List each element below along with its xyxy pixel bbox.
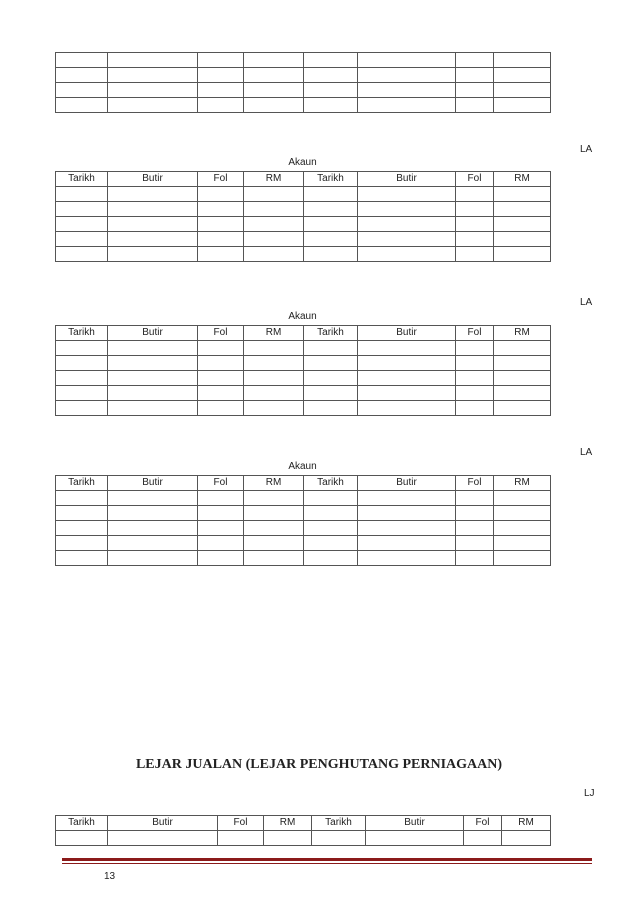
header-fol: Fol [198, 476, 244, 491]
header-butir: Butir [108, 326, 198, 341]
header-row [56, 172, 551, 187]
header-rm: RM [244, 476, 304, 491]
header-butir-2: Butir [358, 326, 456, 341]
akaun-label-1: Akaun [288, 157, 317, 168]
header-tarikh: Tarikh [56, 816, 108, 831]
header-tarikh-2: Tarikh [304, 476, 358, 491]
footer-rule-thin [62, 863, 592, 864]
header-butir-2: Butir [358, 172, 456, 187]
ledger-table-continued [55, 52, 551, 113]
header-fol-2: Fol [456, 172, 494, 187]
ledger-table-1 [55, 171, 551, 262]
header-rm: RM [244, 172, 304, 187]
ledger-code-1: LA [580, 144, 593, 155]
header-rm-2: RM [494, 326, 551, 341]
header-row [56, 816, 551, 831]
header-row [56, 476, 551, 491]
header-rm-2: RM [494, 476, 551, 491]
section-title: LEJAR JUALAN (LEJAR PENGHUTANG PERNIAGAAN) [135, 757, 503, 772]
header-rm: RM [264, 816, 312, 831]
header-butir: Butir [108, 476, 198, 491]
page-number: 13 [104, 871, 116, 882]
footer-rule [62, 858, 592, 861]
header-fol: Fol [218, 816, 264, 831]
ledger-code-4: LJ [584, 788, 595, 799]
akaun-label-3: Akaun [288, 461, 317, 472]
header-butir: Butir [108, 172, 198, 187]
header-fol-2: Fol [456, 476, 494, 491]
header-tarikh-2: Tarikh [304, 172, 358, 187]
header-fol-2: Fol [464, 816, 502, 831]
header-tarikh: Tarikh [56, 326, 108, 341]
header-row [56, 326, 551, 341]
header-butir: Butir [108, 816, 218, 831]
header-fol: Fol [198, 172, 244, 187]
header-butir-2: Butir [366, 816, 464, 831]
header-tarikh-2: Tarikh [312, 816, 366, 831]
header-tarikh: Tarikh [56, 172, 108, 187]
header-rm-2: RM [494, 172, 551, 187]
ledger-table-2 [55, 325, 551, 416]
header-tarikh: Tarikh [56, 476, 108, 491]
ledger-code-2: LA [580, 297, 593, 308]
header-butir-2: Butir [358, 476, 456, 491]
ledger-code-3: LA [580, 447, 593, 458]
header-fol-2: Fol [456, 326, 494, 341]
ledger-table-3 [55, 475, 551, 566]
header-tarikh-2: Tarikh [304, 326, 358, 341]
akaun-label-2: Akaun [288, 311, 317, 322]
header-rm: RM [244, 326, 304, 341]
ledger-table-4 [55, 815, 551, 846]
header-fol: Fol [198, 326, 244, 341]
header-rm-2: RM [502, 816, 551, 831]
